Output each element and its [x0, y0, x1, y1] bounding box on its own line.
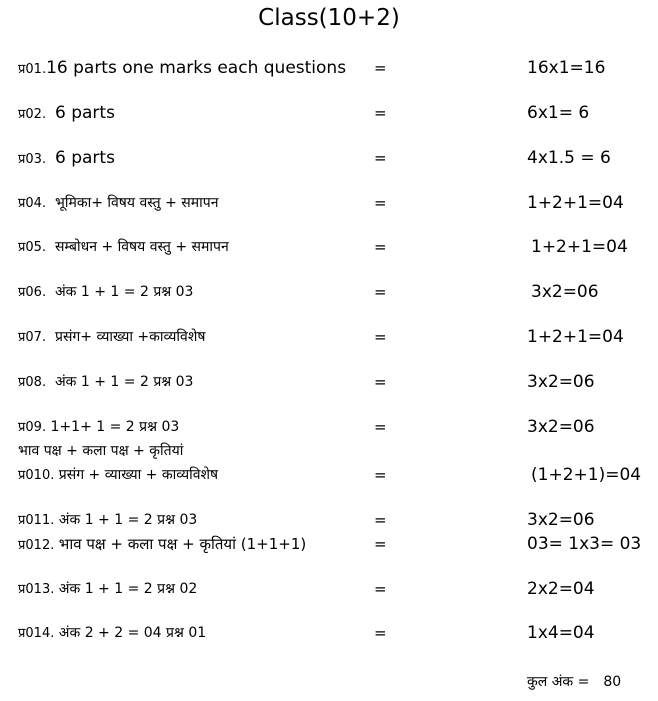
- question-number: प्र03.: [18, 152, 47, 167]
- question-description: भूमिका+ विषय वस्तु + समापन: [54, 195, 219, 211]
- marks-result: (1+2+1)=04: [531, 465, 642, 485]
- question-number: प्र09.: [18, 420, 47, 435]
- question-row-05: [0, 235, 658, 259]
- equals-sign: =: [374, 194, 387, 212]
- marks-result: 3x2=06: [527, 417, 595, 437]
- question-description: सम्बोधन + विषय वस्तु + समापन: [54, 239, 229, 255]
- question-number: प्र010.: [18, 468, 55, 483]
- question-description: अंक 1 + 1 = 2 प्रश्न 03: [58, 512, 198, 528]
- marks-result: 1+2+1=04: [527, 193, 624, 213]
- equals-sign: =: [374, 238, 387, 256]
- question-description: अंक 2 + 2 = 04 प्रश्न 01: [58, 625, 207, 641]
- marks-result: 1x4=04: [527, 623, 595, 643]
- question-description: भाव पक्ष + कला पक्ष + कृतियां (1+1+1): [58, 535, 307, 553]
- question-row-08: [0, 370, 658, 394]
- question-number: प्र07.: [18, 330, 47, 345]
- page-title: Class(10+2): [258, 5, 400, 31]
- marks-result: 03= 1x3= 03: [527, 534, 642, 554]
- equals-sign: =: [374, 59, 387, 77]
- question-number: प्र06.: [18, 285, 47, 300]
- question-row-10: [0, 463, 658, 487]
- question-number: प्र012.: [18, 538, 55, 553]
- question-row-01: [0, 56, 658, 80]
- marks-result: 3x2=06: [527, 372, 595, 392]
- marks-result: 4x1.5 = 6: [527, 148, 611, 168]
- question-description: 1+1+ 1 = 2 प्रश्न 03: [50, 419, 180, 435]
- question-number: प्र08.: [18, 375, 47, 390]
- question-row-04: [0, 191, 658, 215]
- question-row-02: [0, 101, 658, 125]
- equals-sign: =: [374, 104, 387, 122]
- marks-result: 3x2=06: [527, 510, 595, 530]
- question-row-09: [0, 415, 658, 439]
- question-number: प्र01.: [18, 62, 47, 77]
- equals-sign: =: [374, 580, 387, 598]
- question-description: अंक 1 + 1 = 2 प्रश्न 03: [54, 284, 194, 300]
- question-description: 6 parts: [54, 103, 115, 123]
- question-row-03: [0, 146, 658, 170]
- equals-sign: =: [374, 466, 387, 484]
- equals-sign: =: [374, 328, 387, 346]
- equals-sign: =: [374, 283, 387, 301]
- question-number: प्र013.: [18, 582, 55, 597]
- question-description: प्रसंग+ व्याख्या +काव्यविशेष: [54, 329, 206, 345]
- question-number: प्र04.: [18, 196, 47, 211]
- marks-result: 6x1= 6: [527, 103, 590, 123]
- question-description: 16 parts one marks each questions: [46, 58, 347, 78]
- question-row-07: [0, 325, 658, 349]
- question-number: प्र05.: [18, 240, 47, 255]
- question-number: प्र011.: [18, 513, 55, 528]
- question-description: अंक 1 + 1 = 2 प्रश्न 03: [54, 374, 194, 390]
- marks-result: 3x2=06: [531, 282, 599, 302]
- question-number: प्र02.: [18, 107, 47, 122]
- question-description: अंक 1 + 1 = 2 प्रश्न 02: [58, 581, 198, 597]
- question-row-12: [0, 532, 658, 556]
- equals-sign: =: [374, 535, 387, 553]
- marks-result: 1+2+1=04: [527, 327, 624, 347]
- question-description: 6 parts: [54, 148, 115, 168]
- equals-sign: =: [374, 418, 387, 436]
- question-number: प्र014.: [18, 626, 55, 641]
- total-value: 80: [603, 674, 622, 690]
- total-label: कुल अंक =: [527, 674, 590, 690]
- question-row-06: [0, 280, 658, 304]
- question-row-11: [0, 508, 658, 532]
- total-marks: [527, 671, 621, 693]
- question-row-14: [0, 621, 658, 645]
- marks-result: 16x1=16: [527, 58, 606, 78]
- marks-result: 1+2+1=04: [531, 237, 628, 257]
- extra-description-line: भाव पक्ष + कला पक्ष + कृतियां: [18, 443, 184, 459]
- equals-sign: =: [374, 511, 387, 529]
- equals-sign: =: [374, 149, 387, 167]
- question-description: प्रसंग + व्याख्या + काव्यविशेष: [58, 467, 219, 483]
- equals-sign: =: [374, 624, 387, 642]
- marks-result: 2x2=04: [527, 579, 595, 599]
- question-row-13: [0, 577, 658, 601]
- equals-sign: =: [374, 373, 387, 391]
